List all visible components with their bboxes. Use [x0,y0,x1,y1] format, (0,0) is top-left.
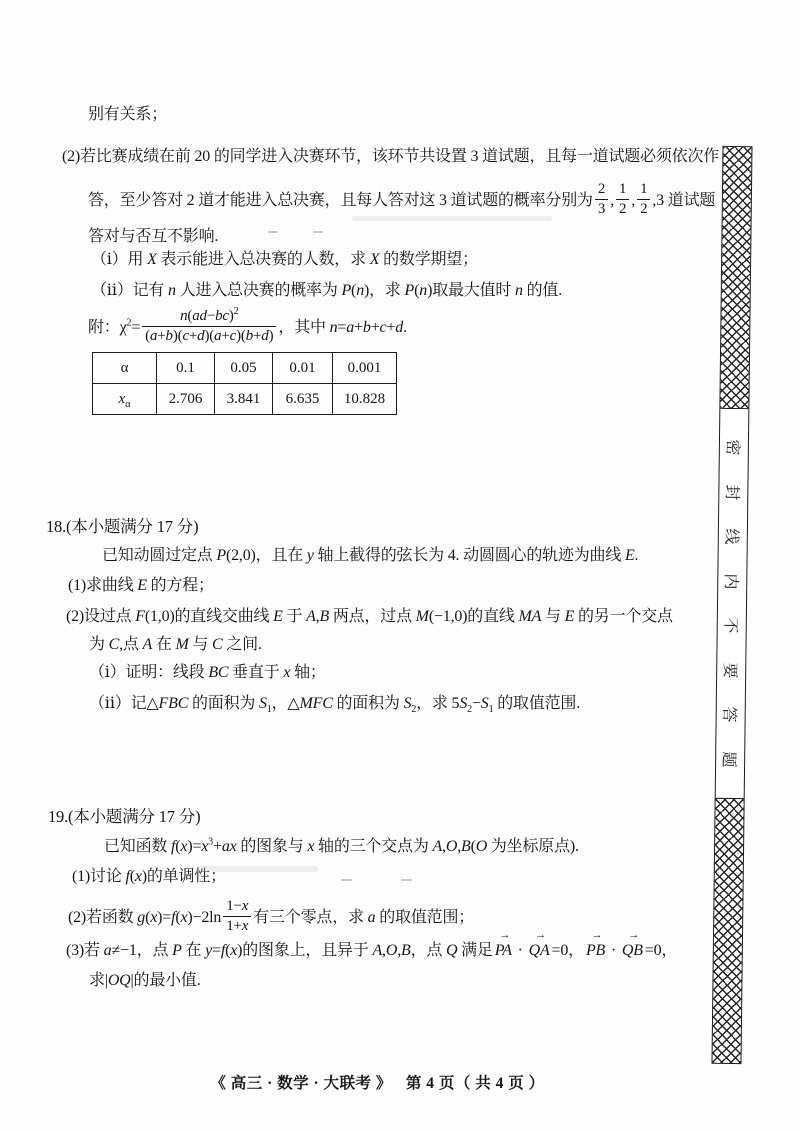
seal-char: 不 [721,617,739,634]
footer-booklet-title: 《 高三 · 数学 · 大联考 》 [210,1075,392,1092]
crosshatch-band-top [719,146,752,409]
text-line-continuation: 别有关系； [88,106,168,123]
text-line-q19-2: (2)若函数 g(x)=f(x)−2ln $\frac{1-x}{1+x}$ 有三个零点，求 a 的取值范围； [68,897,475,934]
seal-char: 答 [720,706,738,723]
page-footer [45,1071,710,1093]
text-line-q19-3a: (3)若 a≠−1，点 P 在 y=f(x)的图象上，且异于 A,O,B，点 Q 满足 → PA · → QA =0， → PB · → QB =0， [66,929,678,959]
text-line-q17-2-1: (2)若比赛成绩在前 20 的同学进入决赛环节，该环节共设置 3 道试题，且每一道试题必须依次作 [62,148,720,165]
chi-square-formula: 附：$\chi^2=$ $\frac{n(ad-bc)^2}{(a+b)(c+d)(a+c)(b+d)}$ ，其中 n=a+b+c+d. [88,305,407,344]
scan-artifact [341,879,352,881]
table-cell: 0.05 [215,353,273,384]
text-line-q18-1: (1)求曲线 E 的方程； [68,577,214,594]
text-line-q17-2-3: 答对与否互不影响. [88,228,219,245]
table-cell: 6.635 [273,384,333,415]
scan-artifact [268,231,278,233]
text-line-q18-2-i: （ⅰ）证明：线段 BC 垂直于 x 轴； [89,664,326,681]
seal-strip [711,146,752,1064]
seal-char: 线 [722,528,740,545]
table-cell: 3.841 [215,384,273,415]
text-line-q18-2b: 为 C,点 A 在 M 与 C 之间. [89,636,262,653]
seal-char: 封 [722,484,740,501]
text-line-q18-2-ii: （ⅱ）记△FBC 的面积为 $S_1$，△MFC 的面积为 $S_2$，求 $5S_2-S_1$ 的取值范围. [89,695,581,716]
text-line-q18-2a: (2)设过点 F(1,0)的直线交曲线 E 于 A,B 两点，过点 M(−1,0)的直线 MA 与 E 的另一个交点 [66,608,673,625]
text-line-q17-2-ii: （ⅱ）记有 n 人进入总决赛的概率为 P(n)，求 P(n)取最大值时 n 的值. [91,282,563,299]
table-cell-x-label: $x_\alpha$ [93,384,157,415]
seal-char: 题 [719,750,737,768]
text-line-q17-2-2: 答，至少答对 2 道才能进入总决赛，且每人答对这 3 道试题的概率分别为 $\frac{2}{3}$ , $\frac{1}{2}$ , $\frac{1}{2}$ ,3 道试题 [88,180,716,217]
scan-artifact [401,879,412,881]
footer-page-number: 第 4 页（ 共 4 页 ） [405,1075,545,1092]
table-cell: 0.01 [273,353,333,384]
table-row-alpha [93,353,397,384]
seal-label-box [715,409,750,798]
text-line-q19-intro: 已知函数 $f(x)=x^3+ax$ 的图象与 x 轴的三个交点为 A,O,B(O 为坐标原点). [104,836,579,855]
seal-char: 要 [720,661,738,679]
scan-artifact [352,216,552,221]
scan-artifact [196,866,318,872]
table-row-x-alpha [93,384,397,415]
text-line-q19-1: (1)讨论 f(x)的单调性； [72,868,226,885]
crosshatch-band-bottom [711,798,744,1064]
scan-artifact [313,231,323,233]
question-18-header: 18.(本小题满分 17 分) [46,517,199,536]
table-cell-alpha-label: α [93,353,157,384]
table-cell: 2.706 [157,384,215,415]
text-line-q18-intro: 已知动圆过定点 P(2,0)，且在 y 轴上截得的弦长为 4. 动圆圆心的轨迹为曲线 E. [102,547,639,564]
table-cell: 10.828 [333,384,397,415]
question-19-header: 19.(本小题满分 17 分) [48,807,201,826]
text-line-q17-2-i: （ⅰ）用 X 表示能进入总决赛的人数，求 X 的数学期望； [91,251,478,268]
seal-char: 内 [721,573,739,590]
table-cell: 0.1 [157,353,215,384]
seal-char: 密 [723,439,741,457]
critical-value-table [92,352,397,415]
text-line-q19-3b: 求|OQ|的最小值. [89,972,201,989]
table-cell: 0.001 [333,353,397,384]
